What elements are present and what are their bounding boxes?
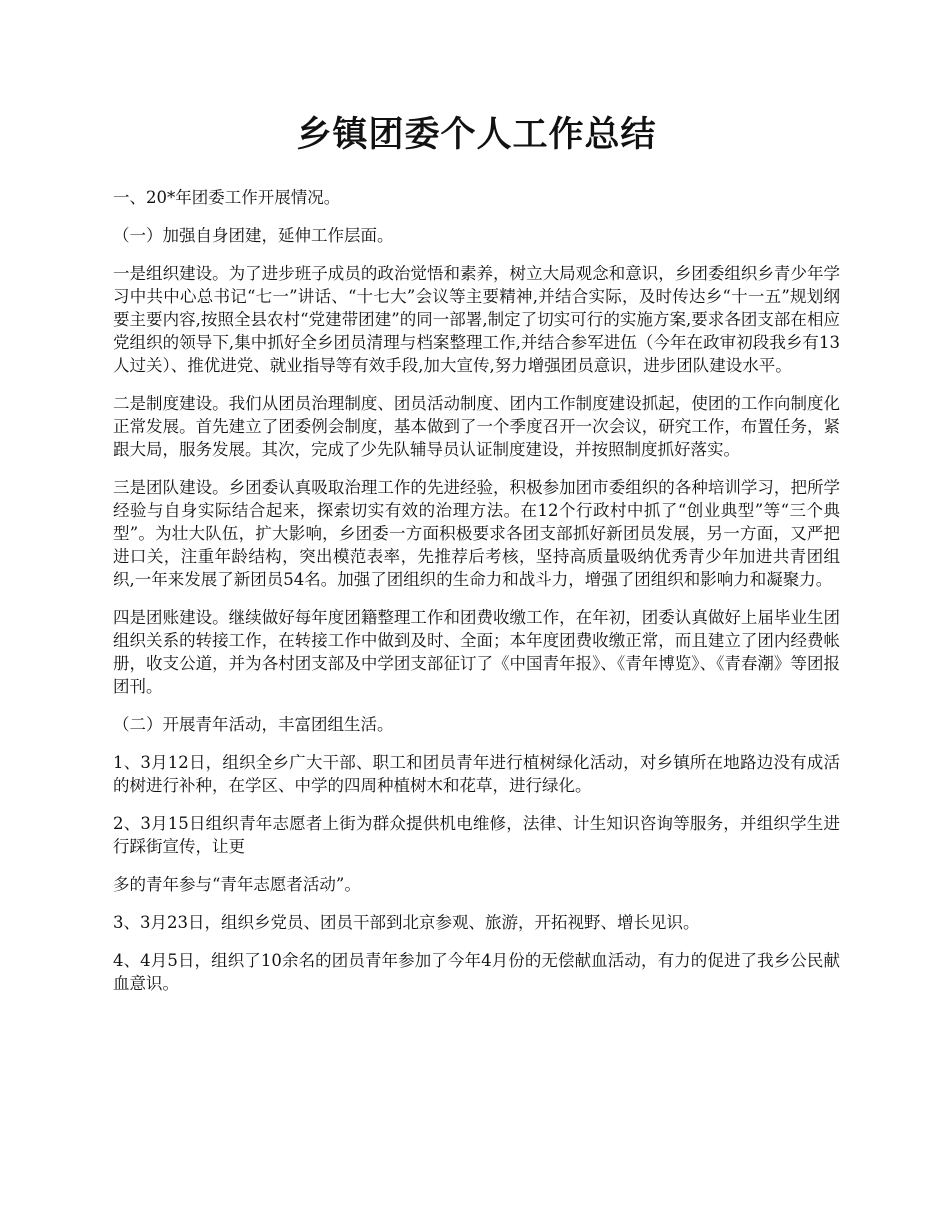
subsection-heading-self-building: （一）加强自身团建，延伸工作层面。 — [113, 226, 394, 245]
paragraph-organization-building: 一是组织建设。为了进步班子成员的政治觉悟和素养，树立大局观念和意识，乡团委组织乡青少年学习中共中心总书记“七一”讲话、“十七大”会议等主要精神,并结合实际，及时传达乡“十一五”规划纲要主要内容,按照全县农村“党建带团建”的同一部署,制定了切实可行的实施方案,要求各团支部在相应党组织的领导下,集中抓好全乡团员清理与档案整理工作,并结合参军进伍（今年在政审初段我乡有13人过关）、推优进党、就业指导等有效手段,加大宣传,努力增强团员意识，进步团队建设水平。 — [113, 264, 840, 375]
document-title: 乡镇团委个人工作总结 — [296, 114, 657, 155]
list-item-activity-3: 3、3月23日，组织乡党员、团员干部到北京参观、旅游，开拓视野、增长见识。 — [113, 913, 700, 932]
list-item-activity-4: 4、4月5日，组织了10余名的团员青年参加了今年4月份的无偿献血活动，有力的促进了我乡公民献血意识。 — [113, 951, 840, 993]
paragraph-account-building: 四是团账建设。继续做好每年度团籍整理工作和团费收缴工作，在年初，团委认真做好上届毕业生团组织关系的转接工作，在转接工作中做到及时、全面；本年度团费收缴正常，而且建立了团内经费帐册，收支公道，并为各村团支部及中学团支部征订了《中国青年报》、《青年博览》、《青春潮》等团报团刊。 — [113, 608, 840, 696]
paragraph-team-building: 三是团队建设。乡团委认真吸取治理工作的先进经验，积极参加团市委组织的各种培训学习，把所学经验与自身实际结合起来，探索切实有效的治理方法。在12个行政村中抓了“创业典型”等“三个典型”。为壮大队伍，扩大影响，乡团委一方面积极要求各团支部抓好新团员发展，另一方面，又严把进口关，注重年龄结构，突出模范表率，先推荐后考核，坚持高质量吸纳优秀青少年加进共青团组织,一年来发展了新团员54名。加强了团组织的生命力和战斗力，增强了团组织和影响力和凝聚力。 — [113, 478, 840, 589]
list-item-activity-2-continued: 多的青年参与“青年志愿者活动”。 — [113, 875, 361, 894]
subsection-heading-youth-activities: （二）开展青年活动，丰富团组生活。 — [113, 715, 394, 734]
paragraph-system-building: 二是制度建设。我们从团员治理制度、团员活动制度、团内工作制度建设抓起，使团的工作向制度化正常发展。首先建立了团委例会制度，基本做到了一个季度召开一次会议，研究工作，布置任务，紧跟大局，服务发展。其次，完成了少先队辅导员认证制度建设，并按照制度抓好落实。 — [113, 394, 840, 459]
list-item-activity-1: 1、3月12日，组织全乡广大干部、职工和团员青年进行植树绿化活动，对乡镇所在地路边没有成活的树进行补种，在学区、中学的四周种植树木和花草，进行绿化。 — [113, 753, 840, 795]
list-item-activity-2: 2、3月15日组织青年志愿者上街为群众提供机电维修，法律、计生知识咨询等服务，并组织学生进行踩街宣传，让更 — [113, 814, 840, 856]
section-heading-overview: 一、20*年团委工作开展情况。 — [113, 188, 341, 207]
